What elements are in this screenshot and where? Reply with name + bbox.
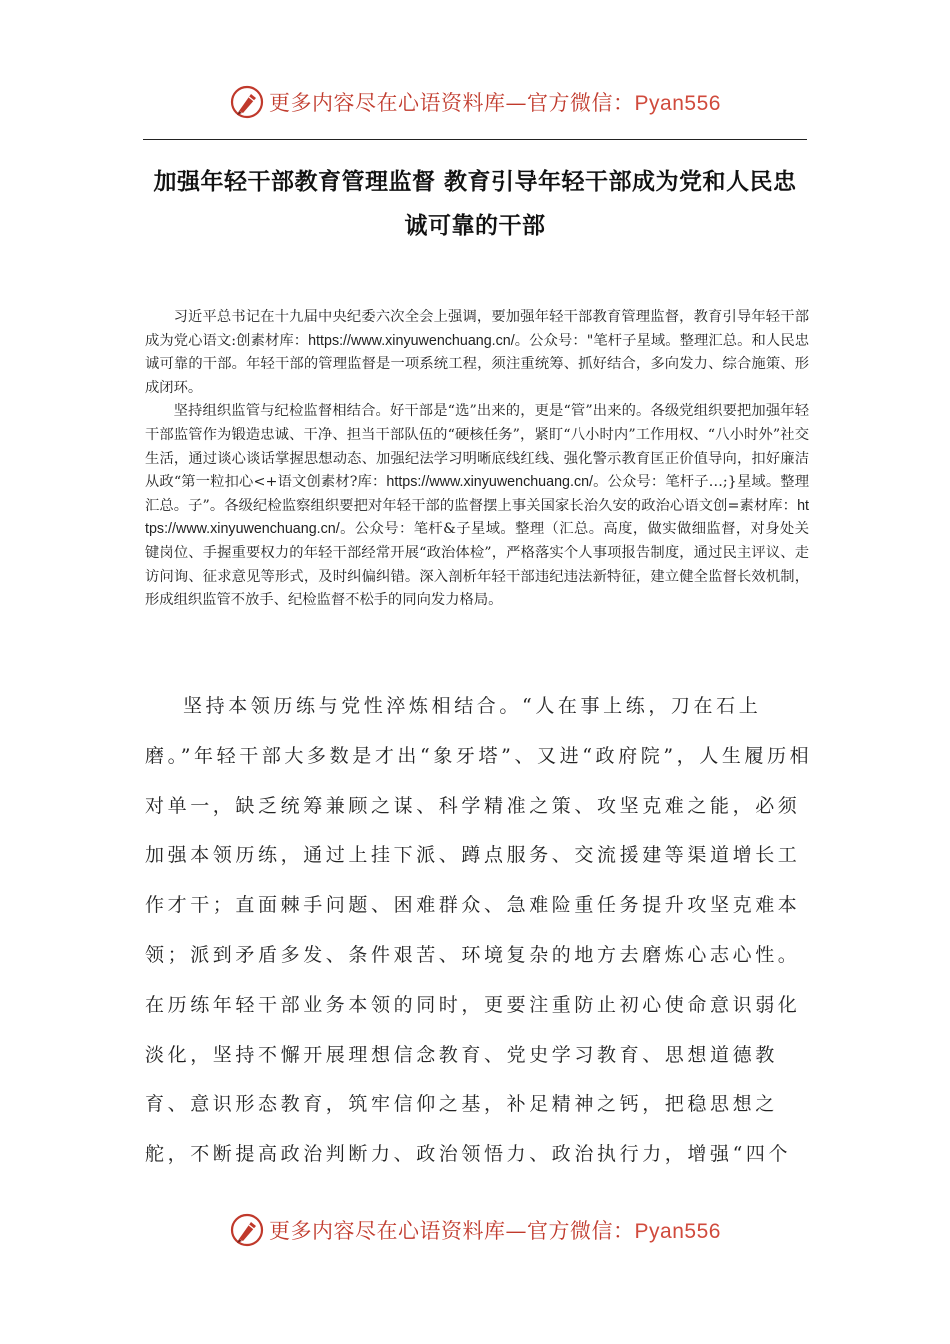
paragraph-1: 习近平总书记在十九届中央纪委六次全会上强调，要加强年轻干部教育管理监督，教育引导年轻干部成为党心语文:创素材库：https://www.xinyuwenchuang.cn/。公众号："笔杆子星域。整理汇总。和人民忠诚可靠的干部。年轻干部的管理监督是一项系统工程，须注重统筹、抓好结合，多向发力、综合施策、形成闭环。 — [145, 309, 809, 396]
body-large-section — [145, 682, 819, 1180]
watermark-text: 更多内容尽在心语资料库—官方微信：Pyan556 — [269, 91, 721, 115]
document-title: 加强年轻干部教育管理监督 教育引导年轻干部成为党和人民忠诚可靠的干部 — [153, 169, 797, 239]
body-small-section — [145, 306, 809, 613]
paragraph-2: 坚持组织监管与纪检监督相结合。好干部是“选”出来的，更是“管”出来的。各级党组织要把加强年轻干部监管作为锻造忠诚、干净、担当干部队伍的“硬核任务”，紧盯“八小时内”工作用权、“八小时外”社交生活，通过谈心谈话掌握思想动态、加强纪法学习明晰底线红线、强化警示教育匡正价值导向，扣好廉洁从政“第一粒扣心<+语文创素材?库：https://www.xinyuwenchuang.cn/。公众号：笔杆子…;}星域。整理汇总。子”。各级纪检监察组织要把对年轻干部的监督摆上事关国家长治久安的政治心语文创=素材库：https://www.xinyuwenchuang.cn/。公众号：笔杆&子星域。整理（汇总。高度，做实做细监督，对身处关键岗位、手握重要权力的年轻干部经常开展“政治体检”，严格落实个人事项报告制度，通过民主评议、走访问询、征求意见等形式，及时纠偏纠错。深入剖析年轻干部违纪违法新特征，建立健全监督长效机制，形成组织监管不放手、纪检监督不松手的同向发力格局。 — [145, 403, 809, 609]
header-divider — [143, 139, 807, 140]
watermark-footer — [0, 1208, 950, 1252]
watermark-header — [0, 80, 950, 124]
pen-nib-icon — [229, 84, 265, 120]
paragraph-3: 坚持本领历练与党性淬炼相结合。“人在事上练，刀在石上磨。”年轻干部大多数是才出“象牙塔”、又进“政府院”，人生履历相对单一，缺乏统筹兼顾之谋、科学精准之策、攻坚克难之能，必须加强本领历练，通过上挂下派、蹲点服务、交流援建等渠道增长工作才干；直面棘手问题、困难群众、急难险重任务提升攻坚克难本领；派到矛盾多发、条件艰苦、环境复杂的地方去磨炼心志心性。在历练年轻干部业务本领的同时，更要注重防止初心使命意识弱化淡化，坚持不懈开展理想信念教育、党史学习教育、思想道德教育、意识形态教育，筑牢信仰之基，补足精神之钙，把稳思想之舵，不断提高政治判断力、政治领悟力、政治执行力，增强“四个 — [145, 695, 813, 1166]
pen-nib-icon — [229, 1212, 265, 1248]
watermark-text: 更多内容尽在心语资料库—官方微信：Pyan556 — [269, 1219, 721, 1243]
